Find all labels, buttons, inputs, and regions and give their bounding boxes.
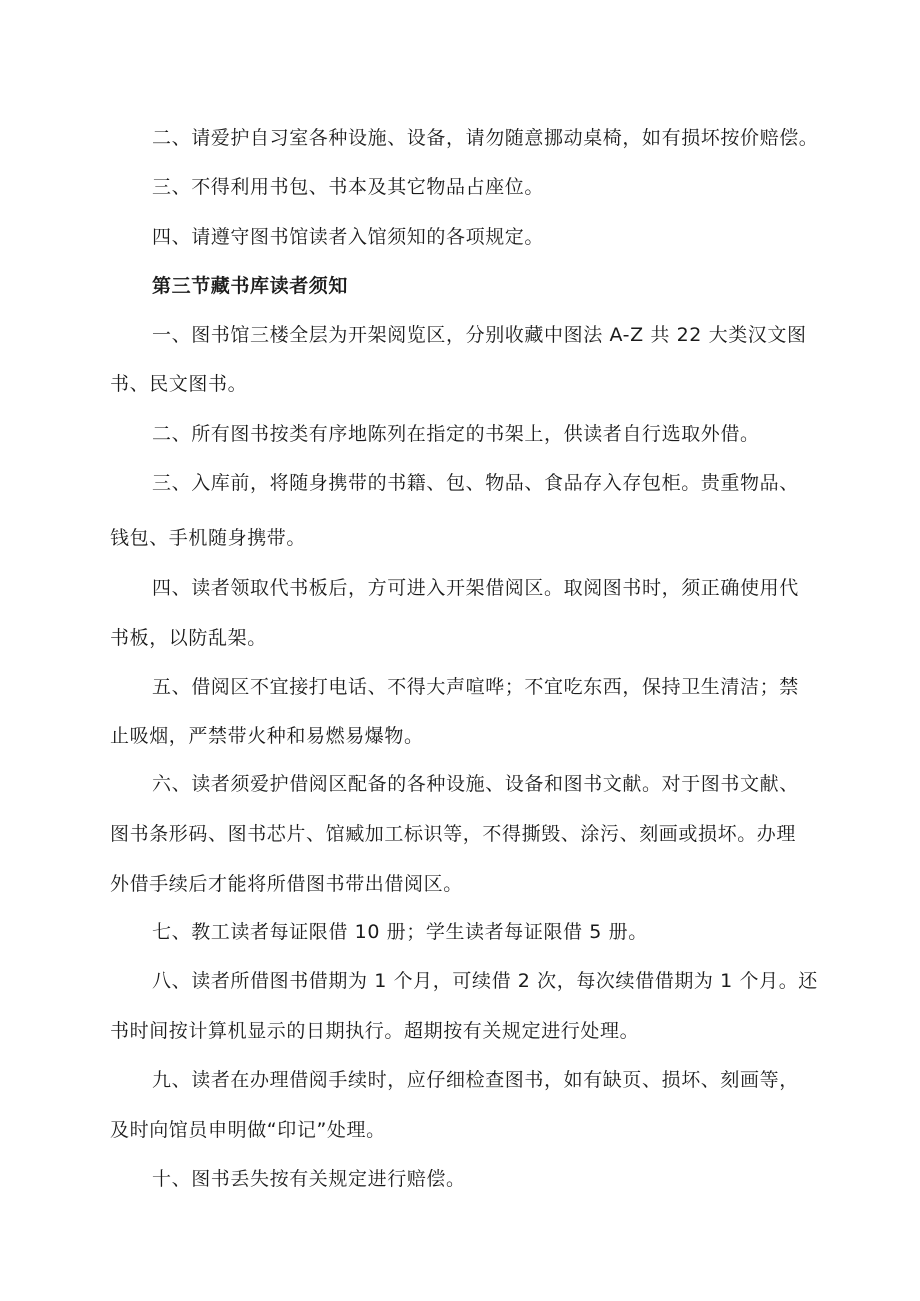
paragraph-3-no-seat-holding: 三、不得利用书包、书本及其它物品占座位。 [152, 176, 545, 198]
section-heading-stacks: 第三节藏书库读者须知 [152, 275, 349, 297]
paragraph-4-follow-rules: 四、请遵守图书馆读者入馆须知的各项规定。 [152, 226, 545, 248]
stacks-item-6-line-3: 外借手续后才能将所借图书带出借阅区。 [110, 873, 463, 895]
stacks-item-7: 七、教工读者每证限借 10 册；学生读者每证限借 5 册。 [152, 921, 648, 943]
stacks-item-1-line-1: 一、图书馆三楼全层为开架阅览区，分别收藏中图法 A-Z 共 22 大类汉文图 [152, 324, 807, 346]
stacks-item-5-line-1: 五、借阅区不宜接打电话、不得大声喧哗；不宜吃东西，保持卫生清洁；禁 [152, 676, 799, 698]
stacks-item-8-line-2: 书时间按计算机显示的日期执行。超期按有关规定进行处理。 [110, 1020, 640, 1042]
stacks-item-6-line-2: 图书条形码、图书芯片、馆臧加工标识等，不得撕毁、涂污、刻画或损坏。办理 [110, 823, 797, 845]
stacks-item-2: 二、所有图书按类有序地陈列在指定的书架上，供读者自行选取外借。 [152, 423, 760, 445]
stacks-item-9-line-1: 九、读者在办理借阅手续时，应仔细检查图书，如有缺页、损坏、刻画等， [152, 1069, 799, 1091]
stacks-item-3-line-2: 钱包、手机随身携带。 [110, 527, 307, 549]
stacks-item-1-line-2: 书、民文图书。 [110, 373, 248, 395]
stacks-item-4-line-2: 书板，以防乱架。 [110, 627, 267, 649]
stacks-item-6-line-1: 六、读者须爱护借阅区配备的各种设施、设备和图书文献。对于图书文献、 [152, 773, 799, 795]
stacks-item-9-line-2: 及时向馆员申明做“印记”处理。 [110, 1119, 386, 1141]
paragraph-2-self-study-facilities: 二、请爱护自习室各种设施、设备，请勿随意挪动桌椅，如有损坏按价赔偿。 [152, 127, 819, 149]
stacks-item-8-line-1: 八、读者所借图书借期为 1 个月，可续借 2 次，每次续借借期为 1 个月。还 [152, 970, 818, 992]
stacks-item-10: 十、图书丢失按有关规定进行赔偿。 [152, 1168, 466, 1190]
stacks-item-5-line-2: 止吸烟，严禁带火种和易燃易爆物。 [110, 725, 424, 747]
stacks-item-4-line-1: 四、读者领取代书板后，方可进入开架借阅区。取阅图书时，须正确使用代 [152, 577, 799, 599]
stacks-item-3-line-1: 三、入库前，将随身携带的书籍、包、物品、食品存入存包柜。贵重物品、 [152, 472, 799, 494]
